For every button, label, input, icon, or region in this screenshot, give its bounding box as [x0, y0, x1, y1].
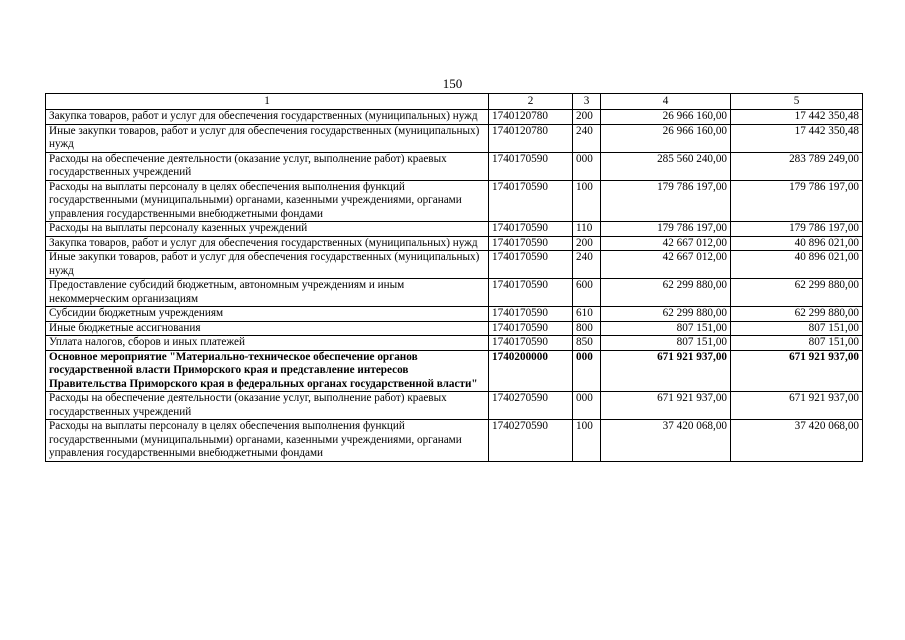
row-amount-1-cell: 37 420 068,00 [601, 420, 731, 462]
row-amount-2-cell: 179 786 197,00 [731, 180, 863, 222]
row-type-cell: 100 [573, 420, 601, 462]
row-amount-1-cell: 62 299 880,00 [601, 279, 731, 307]
row-name-cell: Уплата налогов, сборов и иных платежей [46, 336, 489, 351]
row-name-cell: Основное мероприятие "Материально-техническое обеспечение органов государственной власти Приморского края и представление интересов Правительства Приморского края в федеральных органах государственной власти" [46, 350, 489, 392]
row-type-cell: 110 [573, 222, 601, 237]
row-type-cell: 600 [573, 279, 601, 307]
row-amount-1-cell: 42 667 012,00 [601, 236, 731, 251]
row-amount-2-cell: 17 442 350,48 [731, 110, 863, 125]
row-code-cell: 1740270590 [489, 420, 573, 462]
row-type-cell: 800 [573, 321, 601, 336]
header-row [46, 94, 863, 110]
table-row [46, 222, 863, 237]
row-code-cell: 1740170590 [489, 251, 573, 279]
row-amount-2-cell: 283 789 249,00 [731, 152, 863, 180]
row-name-cell: Субсидии бюджетным учреждениям [46, 307, 489, 322]
row-amount-1-cell: 26 966 160,00 [601, 110, 731, 125]
row-code-cell: 1740170590 [489, 307, 573, 322]
table-row [46, 152, 863, 180]
table-row [46, 336, 863, 351]
table-row [46, 307, 863, 322]
column-header: 5 [731, 94, 863, 110]
row-amount-2-cell: 807 151,00 [731, 336, 863, 351]
table-row [46, 251, 863, 279]
row-code-cell: 1740270590 [489, 392, 573, 420]
table-row [46, 180, 863, 222]
row-amount-1-cell: 179 786 197,00 [601, 180, 731, 222]
row-type-cell: 000 [573, 392, 601, 420]
row-amount-1-cell: 671 921 937,00 [601, 350, 731, 392]
row-amount-2-cell: 62 299 880,00 [731, 279, 863, 307]
row-type-cell: 850 [573, 336, 601, 351]
row-amount-2-cell: 37 420 068,00 [731, 420, 863, 462]
table-row [46, 110, 863, 125]
row-amount-2-cell: 179 786 197,00 [731, 222, 863, 237]
row-amount-2-cell: 671 921 937,00 [731, 392, 863, 420]
row-name-cell: Расходы на выплаты персоналу казенных учреждений [46, 222, 489, 237]
table-row [46, 236, 863, 251]
row-name-cell: Иные закупки товаров, работ и услуг для обеспечения государственных (муниципальных) нужд [46, 124, 489, 152]
row-code-cell: 1740170590 [489, 236, 573, 251]
row-name-cell: Расходы на выплаты персоналу в целях обеспечения выполнения функций государственными (муниципальными) органами, казенными учреждениями, органами управления государственными внебюджетными фондами [46, 180, 489, 222]
row-code-cell: 1740170590 [489, 336, 573, 351]
row-type-cell: 000 [573, 350, 601, 392]
column-header: 3 [573, 94, 601, 110]
row-name-cell: Иные бюджетные ассигнования [46, 321, 489, 336]
row-amount-2-cell: 17 442 350,48 [731, 124, 863, 152]
row-code-cell: 1740120780 [489, 124, 573, 152]
table-row [46, 350, 863, 392]
column-header: 4 [601, 94, 731, 110]
row-amount-1-cell: 807 151,00 [601, 336, 731, 351]
column-header: 1 [46, 94, 489, 110]
row-type-cell: 610 [573, 307, 601, 322]
row-name-cell: Закупка товаров, работ и услуг для обеспечения государственных (муниципальных) нужд [46, 236, 489, 251]
row-name-cell: Иные закупки товаров, работ и услуг для обеспечения государственных (муниципальных) нужд [46, 251, 489, 279]
row-name-cell: Расходы на выплаты персоналу в целях обеспечения выполнения функций государственными (муниципальными) органами, казенными учреждениями, органами управления государственными внебюджетными фондами [46, 420, 489, 462]
row-amount-1-cell: 807 151,00 [601, 321, 731, 336]
table-row [46, 420, 863, 462]
row-code-cell: 1740120780 [489, 110, 573, 125]
row-amount-2-cell: 807 151,00 [731, 321, 863, 336]
row-code-cell: 1740170590 [489, 152, 573, 180]
row-name-cell: Расходы на обеспечение деятельности (оказание услуг, выполнение работ) краевых государственных учреждений [46, 392, 489, 420]
table-row [46, 124, 863, 152]
row-amount-1-cell: 42 667 012,00 [601, 251, 731, 279]
column-header: 2 [489, 94, 573, 110]
table-row [46, 321, 863, 336]
table-row [46, 279, 863, 307]
row-code-cell: 1740170590 [489, 321, 573, 336]
row-code-cell: 1740170590 [489, 279, 573, 307]
row-type-cell: 240 [573, 251, 601, 279]
row-amount-2-cell: 40 896 021,00 [731, 236, 863, 251]
row-amount-1-cell: 26 966 160,00 [601, 124, 731, 152]
row-amount-2-cell: 62 299 880,00 [731, 307, 863, 322]
row-name-cell: Предоставление субсидий бюджетным, автономным учреждениям и иным некоммерческим организациям [46, 279, 489, 307]
row-code-cell: 1740170590 [489, 180, 573, 222]
row-amount-2-cell: 40 896 021,00 [731, 251, 863, 279]
table-row [46, 392, 863, 420]
row-name-cell: Расходы на обеспечение деятельности (оказание услуг, выполнение работ) краевых государственных учреждений [46, 152, 489, 180]
row-amount-1-cell: 285 560 240,00 [601, 152, 731, 180]
row-amount-2-cell: 671 921 937,00 [731, 350, 863, 392]
page-number: 150 [442, 76, 463, 91]
row-type-cell: 200 [573, 110, 601, 125]
row-type-cell: 000 [573, 152, 601, 180]
row-amount-1-cell: 671 921 937,00 [601, 392, 731, 420]
row-name-cell: Закупка товаров, работ и услуг для обеспечения государственных (муниципальных) нужд [46, 110, 489, 125]
row-amount-1-cell: 179 786 197,00 [601, 222, 731, 237]
budget-table [45, 93, 863, 462]
row-type-cell: 200 [573, 236, 601, 251]
row-code-cell: 1740170590 [489, 222, 573, 237]
row-type-cell: 240 [573, 124, 601, 152]
row-amount-1-cell: 62 299 880,00 [601, 307, 731, 322]
row-code-cell: 1740200000 [489, 350, 573, 392]
row-type-cell: 100 [573, 180, 601, 222]
